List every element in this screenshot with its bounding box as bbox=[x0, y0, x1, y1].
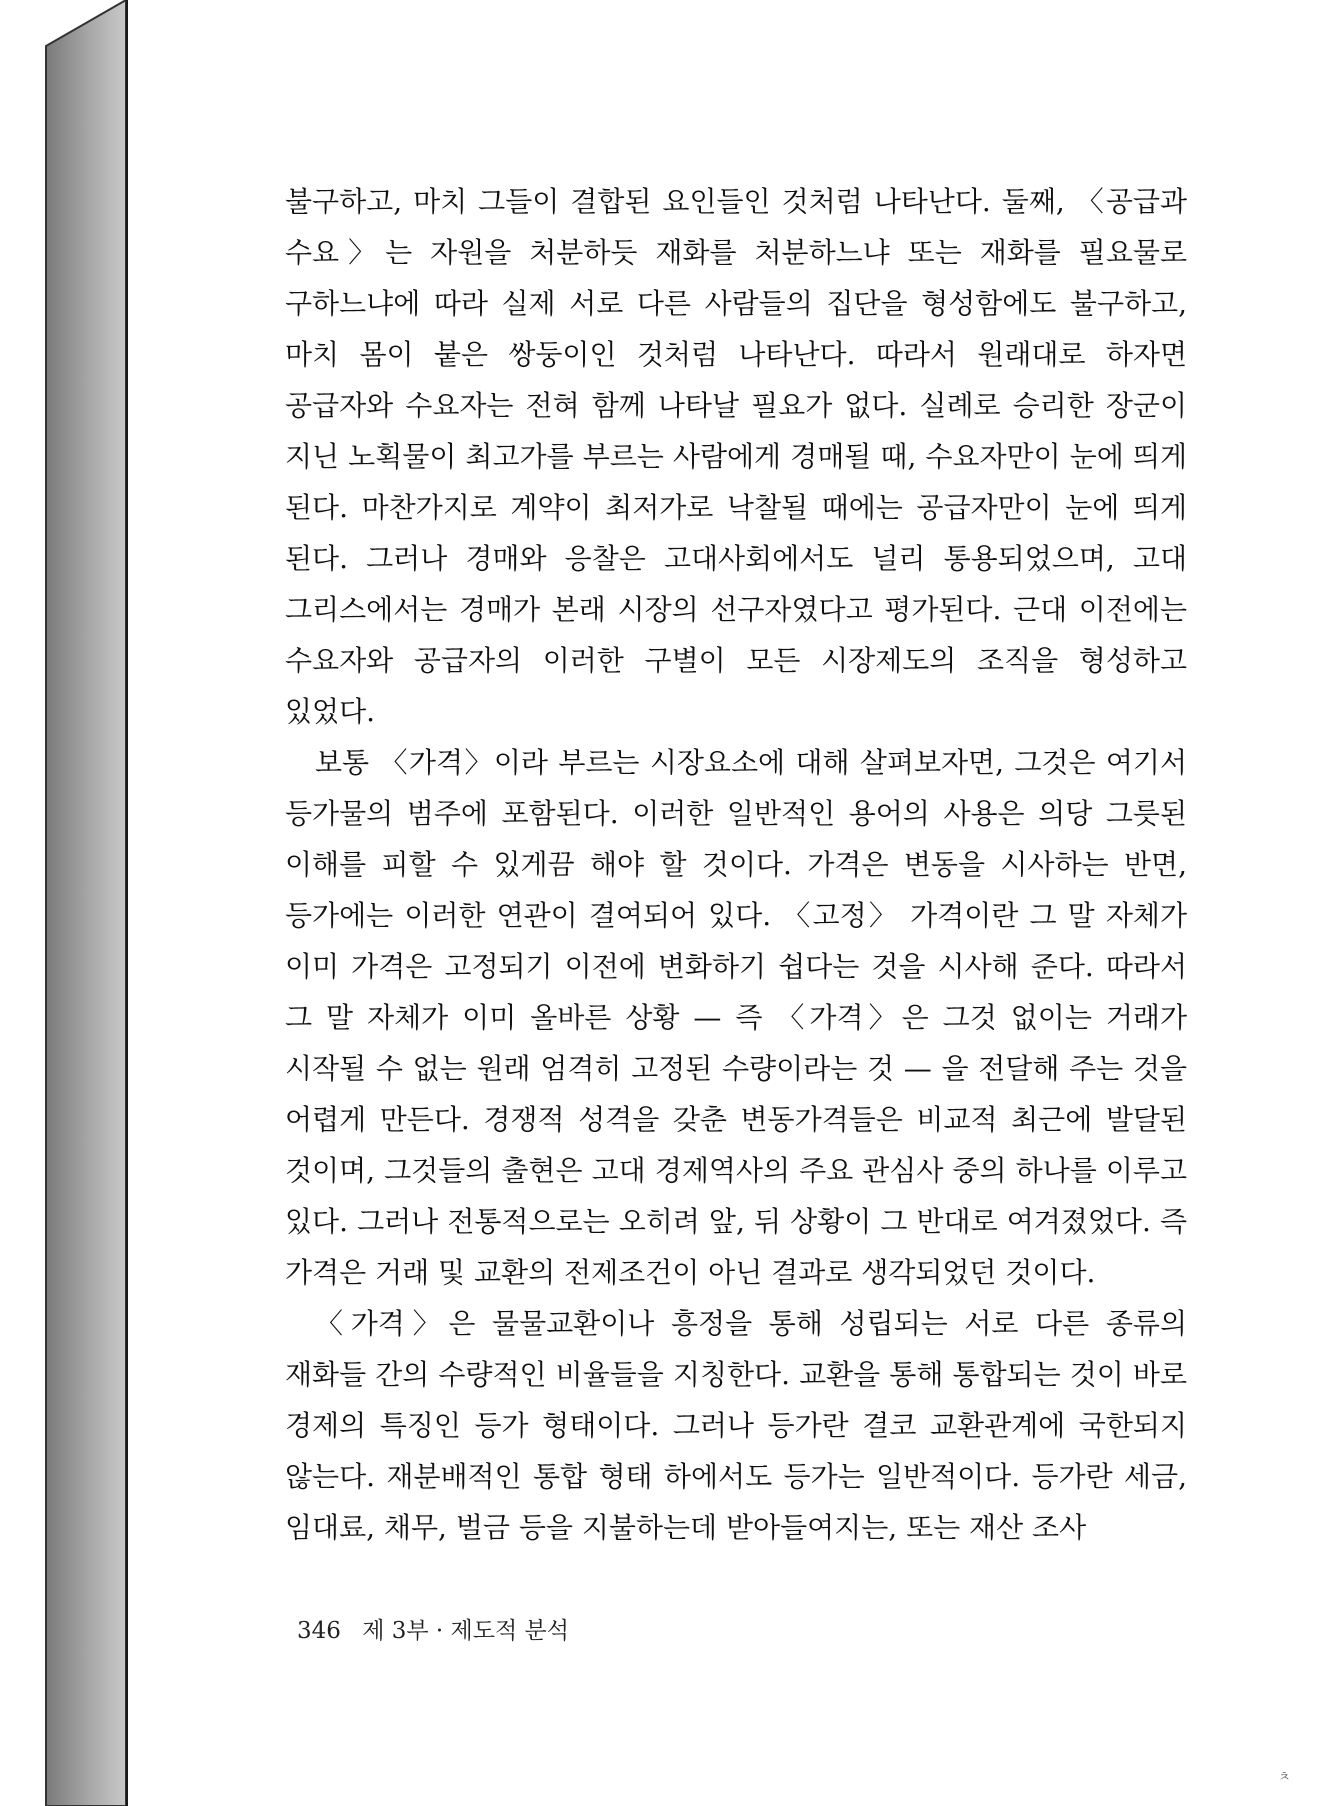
page-number: 346 bbox=[297, 1618, 341, 1644]
paragraph-2: 보통 〈가격〉이라 부르는 시장요소에 대해 살펴보자면, 그것은 여기서 등가물의 범주에 포함된다. 이러한 일반적인 용어의 사용은 의당 그릇된 이해를 피할 수 있게끔 해야 할 것이다. 가격은 변동을 시사하는 반면, 등가에는 이러한 연관이 결여되어 있다. 〈고정〉 가격이란 그 말 자체가 이미 가격은 고정되기 이전에 변화하기 쉽다는 것을 시사해 준다. 따라서 그 말 자체가 이미 올바른 상황 — 즉 〈가격〉은 그것 없이는 거래가 시작될 수 없는 원래 엄격히 고정된 수량이라는 것 — 을 전달해 주는 것을 어렵게 만든다. 경쟁적 성격을 갖춘 변동가격들은 비교적 최근에 발달된 것이며, 그것들의 출현은 고대 경제역사의 주요 관심사 중의 하나를 이루고 있다. 그러나 전통적으로는 오히려 앞, 뒤 상황이 그 반대로 여겨졌었다. 즉 가격은 거래 및 교환의 전제조건이 아닌 결과로 생각되었던 것이다. bbox=[285, 746, 1187, 1289]
page-footer bbox=[297, 1612, 569, 1645]
paragraph-3: 〈가격〉은 물물교환이나 흥정을 통해 성립되는 서로 다른 종류의 재화들 간의 수량적인 비율들을 지칭한다. 교환을 통해 통합되는 것이 바로 경제의 특징인 등가 형태이다. 그러나 등가란 결코 교환관계에 국한되지 않는다. 재분배적인 통합 형태 하에서도 등가는 일반적이다. 등가란 세금, 임대료, 채무, 벌금 등을 지불하는데 받아들여지는, 또는 재산 조사 bbox=[285, 1307, 1187, 1544]
body-text bbox=[285, 176, 1187, 1553]
paragraph-1: 불구하고, 마치 그들이 결합된 요인들인 것처럼 나타난다. 둘째, 〈공급과 수요〉는 자원을 처분하듯 재화를 처분하느냐 또는 재화를 필요물로 구하느냐에 따라 실제 서로 다른 사람들의 집단을 형성함에도 불구하고, 마치 몸이 붙은 쌍둥이인 것처럼 나타난다. 따라서 원래대로 하자면 공급자와 수요자는 전혀 함께 나타날 필요가 없다. 실례로 승리한 장군이 지닌 노획물이 최고가를 부르는 사람에게 경매될 때, 수요자만이 눈에 띄게 된다. 마찬가지로 계약이 최저가로 낙찰될 때에는 공급자만이 눈에 띄게 된다. 그러나 경매와 응찰은 고대사회에서도 널리 통용되었으며, 고대 그리스에서는 경매가 본래 시장의 선구자였다고 평가된다. 근대 이전에는 수요자와 공급자의 이러한 구별이 모든 시장제도의 조직을 형성하고 있었다. bbox=[285, 185, 1187, 728]
section-title: 제 3부 · 제도적 분석 bbox=[362, 1618, 569, 1644]
scan-mark: ㅊ bbox=[1278, 1770, 1291, 1785]
